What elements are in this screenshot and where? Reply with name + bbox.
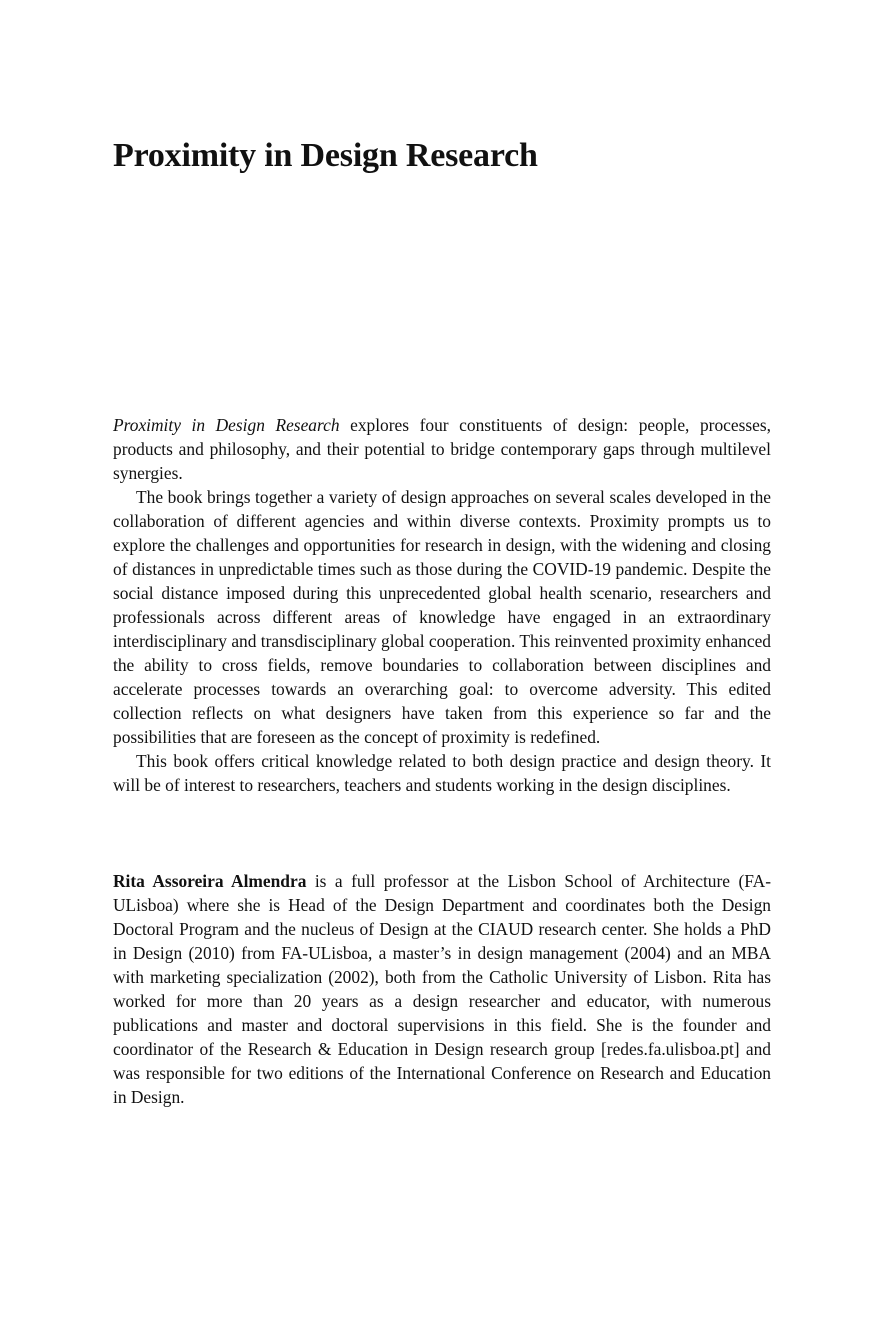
author-bio	[113, 869, 771, 1109]
page-title: Proximity in Design Research	[113, 137, 538, 174]
book-description	[113, 413, 771, 797]
author-name: Rita Assoreira Almendra	[113, 871, 307, 891]
author-bio-text: is a full professor at the Lisbon School of Architecture (FA-ULisboa) where she is Head of the Design Department and coordinates both the Design Doctoral Program and the nucleus of Design at the CIAUD research center. She holds a PhD in Design (2010) from FA-ULisboa, a master’s in design management (2004) and an MBA with marketing specialization (2002), both from the Catholic University of Lisbon. Rita has worked for more than 20 years as a design researcher and educator, with numerous publications and master and doctoral supervisions in this field. She is the founder and coordinator of the Research & Education in Design research group [redes.fa.ulisboa.pt] and was responsible for two editions of the International Conference on Research and Education in Design.	[113, 871, 771, 1107]
description-paragraph-2: The book brings together a variety of design approaches on several scales developed in the collaboration of different agencies and within diverse contexts. Proximity prompts us to explore the challenges and opportunities for research in design, with the widening and closing of distances in unpredictable times such as those during the COVID-19 pandemic. Despite the social distance imposed during this unprecedented global health scenario, researchers and professionals across different areas of knowledge have engaged in an extraordinary interdisciplinary and transdisciplinary global cooperation. This reinvented proximity enhanced the ability to cross fields, remove boundaries to collaboration between disciplines and accelerate processes towards an overarching goal: to overcome adversity. This edited collection reflects on what designers have taken from this experience so far and the possibilities that are foreseen as the concept of proximity is redefined.	[113, 487, 771, 747]
author-bio-paragraph	[113, 869, 771, 1109]
description-paragraph-1	[113, 413, 771, 485]
book-title-italic: Proximity in Design Research	[113, 415, 340, 435]
description-paragraph-3: This book offers critical knowledge related to both design practice and design theory. It will be of interest to researchers, teachers and students working in the design disciplines.	[113, 751, 771, 795]
description-paragraph-1-text: explores four constituents of design: people, processes, products and philosophy, and their potential to bridge contemporary gaps through multilevel synergies.	[113, 415, 771, 483]
